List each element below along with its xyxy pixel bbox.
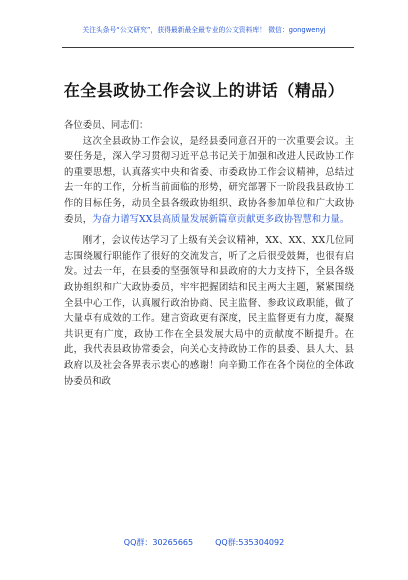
paragraph-1	[64, 134, 354, 228]
header-divider	[62, 47, 354, 48]
footer	[0, 537, 408, 548]
paragraph-1-text: 这次全县政协工作会议，是经县委同意召开的一次重要会议。主要任务是，深入学习贯彻习近平总书记关于加强和改进人民政协工作的重要思想，认真落实中央和省委、市委政协工作会议精神，总结过去一年的工作，分析当前面临的形势，研究部署下一阶段我县政协工作的目标任务，动员全县各级政协组织、政协各参加单位和广大政协委员，	[64, 135, 354, 225]
document-title: 在全县政协工作会议上的讲话（精品）	[63, 81, 345, 100]
footer-qq-group-1: QQ群：30265665	[123, 538, 194, 547]
footer-qq-group-2: QQ群:535304092	[215, 538, 285, 547]
header-note: 关注头条号“公文研究”，获得最新最全最专业的公文资料库！ 微信：gongwenyj	[82, 26, 326, 34]
paragraph-1-emphasis: 为奋力谱写XX县高质量发展新篇章贡献更多政协智慧和力量。	[92, 213, 350, 225]
paragraph-2: 刚才，会议传达学习了上级有关会议精神，XX、XX、XX几位同志围绕履行职能作了很好的交流发言，听了之后很受鼓舞，也很有启发。过去一年，在县委的坚强领导和县政府的大力支持下，全县各级政协组织和广大政协委员，牢牢把握团结和民主两大主题，紧紧围绕全县中心工作，认真履行政治协商、民主监督、参政议政职能，做了大量卓有成效的工作。建言资政更有深度，民主监督更有力度，凝聚共识更有广度，政协工作在全县发展大局中的贡献度不断提升。在此，我代表县政协常委会，向关心支持政协工作的县委、县人大、县政府以及社会各界表示衷心的感谢！向辛勤工作在各个岗位的全体政协委员和政	[64, 235, 354, 387]
document-body	[64, 118, 354, 389]
salutation: 各位委员、同志们：	[64, 120, 149, 131]
